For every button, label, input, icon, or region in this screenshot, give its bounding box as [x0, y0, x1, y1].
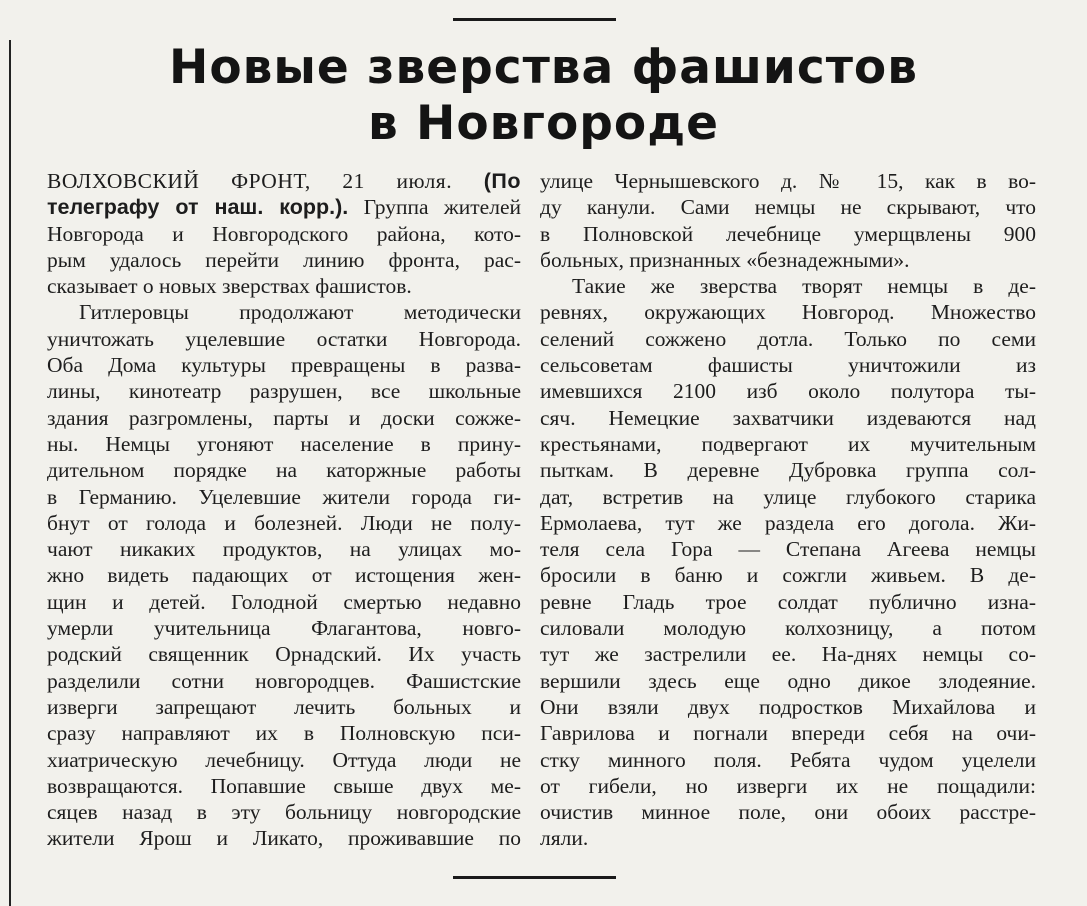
column-rule-left — [9, 40, 11, 906]
left-column-line: щин и детей. Голодной смертью недавно — [47, 589, 521, 614]
right-column-line: ляли. — [540, 826, 589, 851]
right-column-line: сельсоветам фашисты уничтожили из — [540, 353, 1036, 378]
divider-rule-bottom — [453, 876, 616, 879]
left-column-line: сяцев назад в эту больницу новгородские — [47, 800, 521, 825]
right-column-line: селений сожжено дотла. Только по семи — [540, 326, 1036, 351]
right-column-line: вершили здесь еще одно дикое злодеяние. — [540, 668, 1036, 693]
left-column-line: ВОЛХОВСКИЙ ФРОНТ, 21 июля. (По — [47, 169, 521, 193]
right-column-line: имевшихся 2100 изб около полутора ты- — [540, 379, 1036, 404]
left-column-line: сказывает о новых зверствах фашистов. — [47, 274, 412, 299]
left-column-line: Новгорода и Новгородского района, кото- — [47, 221, 521, 246]
right-column-line: Ермолаева, тут же раздела его догола. Жи- — [540, 510, 1036, 535]
left-column-line: жители Ярош и Ликато, проживавшие по — [47, 826, 521, 851]
right-column-line: сяч. Немецкие захватчики издеваются над — [540, 405, 1036, 430]
left-column-line: родский священник Орнадский. Их участь — [47, 642, 521, 667]
left-column-line: Гитлеровцы продолжают методически — [79, 300, 521, 325]
right-column-line: Они взяли двух подростков Михайлова и — [540, 694, 1036, 719]
left-column-line: в Германию. Уцелевшие жители города ги- — [47, 484, 521, 509]
right-column-line: Такие же зверства творят немцы в де- — [572, 274, 1036, 299]
left-column-line: возвращаются. Попавшие свыше двух ме- — [47, 773, 521, 798]
right-column-line: силовали молодую колхозницу, а потом — [540, 616, 1036, 641]
right-column-line: очистив минное поле, они обоих расстре- — [540, 800, 1036, 825]
left-column-line: хиатрическую лечебницу. Оттуда люди не — [47, 747, 521, 772]
right-column-line: крестьянами, подвергают их мучительным — [540, 431, 1036, 456]
article-column-right — [540, 168, 1036, 852]
left-column-line: бнут от голода и болезней. Люди не полу- — [47, 510, 521, 535]
right-column-line: стку минного поля. Ребята чудом уцелели — [540, 747, 1036, 772]
left-column-line: Оба Дома культуры превращены в разва- — [47, 353, 521, 378]
divider-rule-top — [453, 18, 616, 21]
right-column-line: тут же застрелили ее. На-днях немцы со- — [540, 642, 1036, 667]
left-column-line: здания разгромлены, парты и доски сожже- — [47, 405, 521, 430]
right-column-line: пыткам. В деревне Дубровка группа сол- — [540, 458, 1036, 483]
right-column-line: в Полновской лечебнице умерщвлены 900 — [540, 221, 1036, 246]
left-column-line: дительном порядке на каторжные работы — [47, 458, 521, 483]
right-column-line: ревне Гладь трое солдат публично изна- — [540, 589, 1036, 614]
headline-line-2: в Новгороде — [367, 96, 720, 151]
left-column-line: уничтожать уцелевшие остатки Новгорода. — [47, 326, 521, 351]
right-column-line: от гибели, но изверги их не пощадили: — [540, 773, 1036, 798]
left-column-line: умерли учительница Флагантова, новго- — [47, 616, 521, 641]
byline-source: (По — [483, 169, 521, 193]
left-column-line: лины, кинотеатр разрушен, все школьные — [47, 379, 521, 404]
right-column-line: теля села Гора — Степана Агеева немцы — [540, 537, 1036, 562]
left-column-line: рым удалось перейти линию фронта, рас- — [47, 247, 521, 272]
right-column-line: Гаврилова и погнали впереди себя на очи- — [540, 721, 1036, 746]
right-column-line: ду канули. Сами немцы не скрывают, что — [540, 195, 1036, 220]
left-column-line: изверги запрещают лечить больных и — [47, 694, 521, 719]
right-column-line: ревнях, окружающих Новгород. Множество — [540, 300, 1036, 325]
article-headline — [0, 40, 1087, 152]
left-column-line: чают никаких продуктов, на улицах мо- — [47, 537, 521, 562]
byline-source: телеграфу от наш. корр.). — [47, 195, 349, 220]
right-column-line: улице Чернышевского д. № 15, как в во- — [540, 169, 1036, 193]
left-column-line: сразу направляют их в Полновскую пси- — [47, 721, 521, 746]
headline-line-1: Новые зверства фашистов — [169, 40, 918, 95]
right-column-line: больных, признанных «безнадежными». — [540, 247, 910, 272]
left-column-line: телеграфу от наш. корр.). Группа жителей — [47, 195, 521, 220]
left-column-line: ны. Немцы угоняют население в прину- — [47, 431, 521, 456]
right-column-line: бросили в баню и сожгли живьем. В де- — [540, 563, 1036, 588]
right-column-line: дат, встретив на улице глубокого старика — [540, 484, 1036, 509]
left-column-line: жно видеть падающих от истощения жен- — [47, 563, 521, 588]
article-column-left — [47, 168, 521, 852]
left-column-line: разделили сотни новгородцев. Фашистские — [47, 668, 521, 693]
